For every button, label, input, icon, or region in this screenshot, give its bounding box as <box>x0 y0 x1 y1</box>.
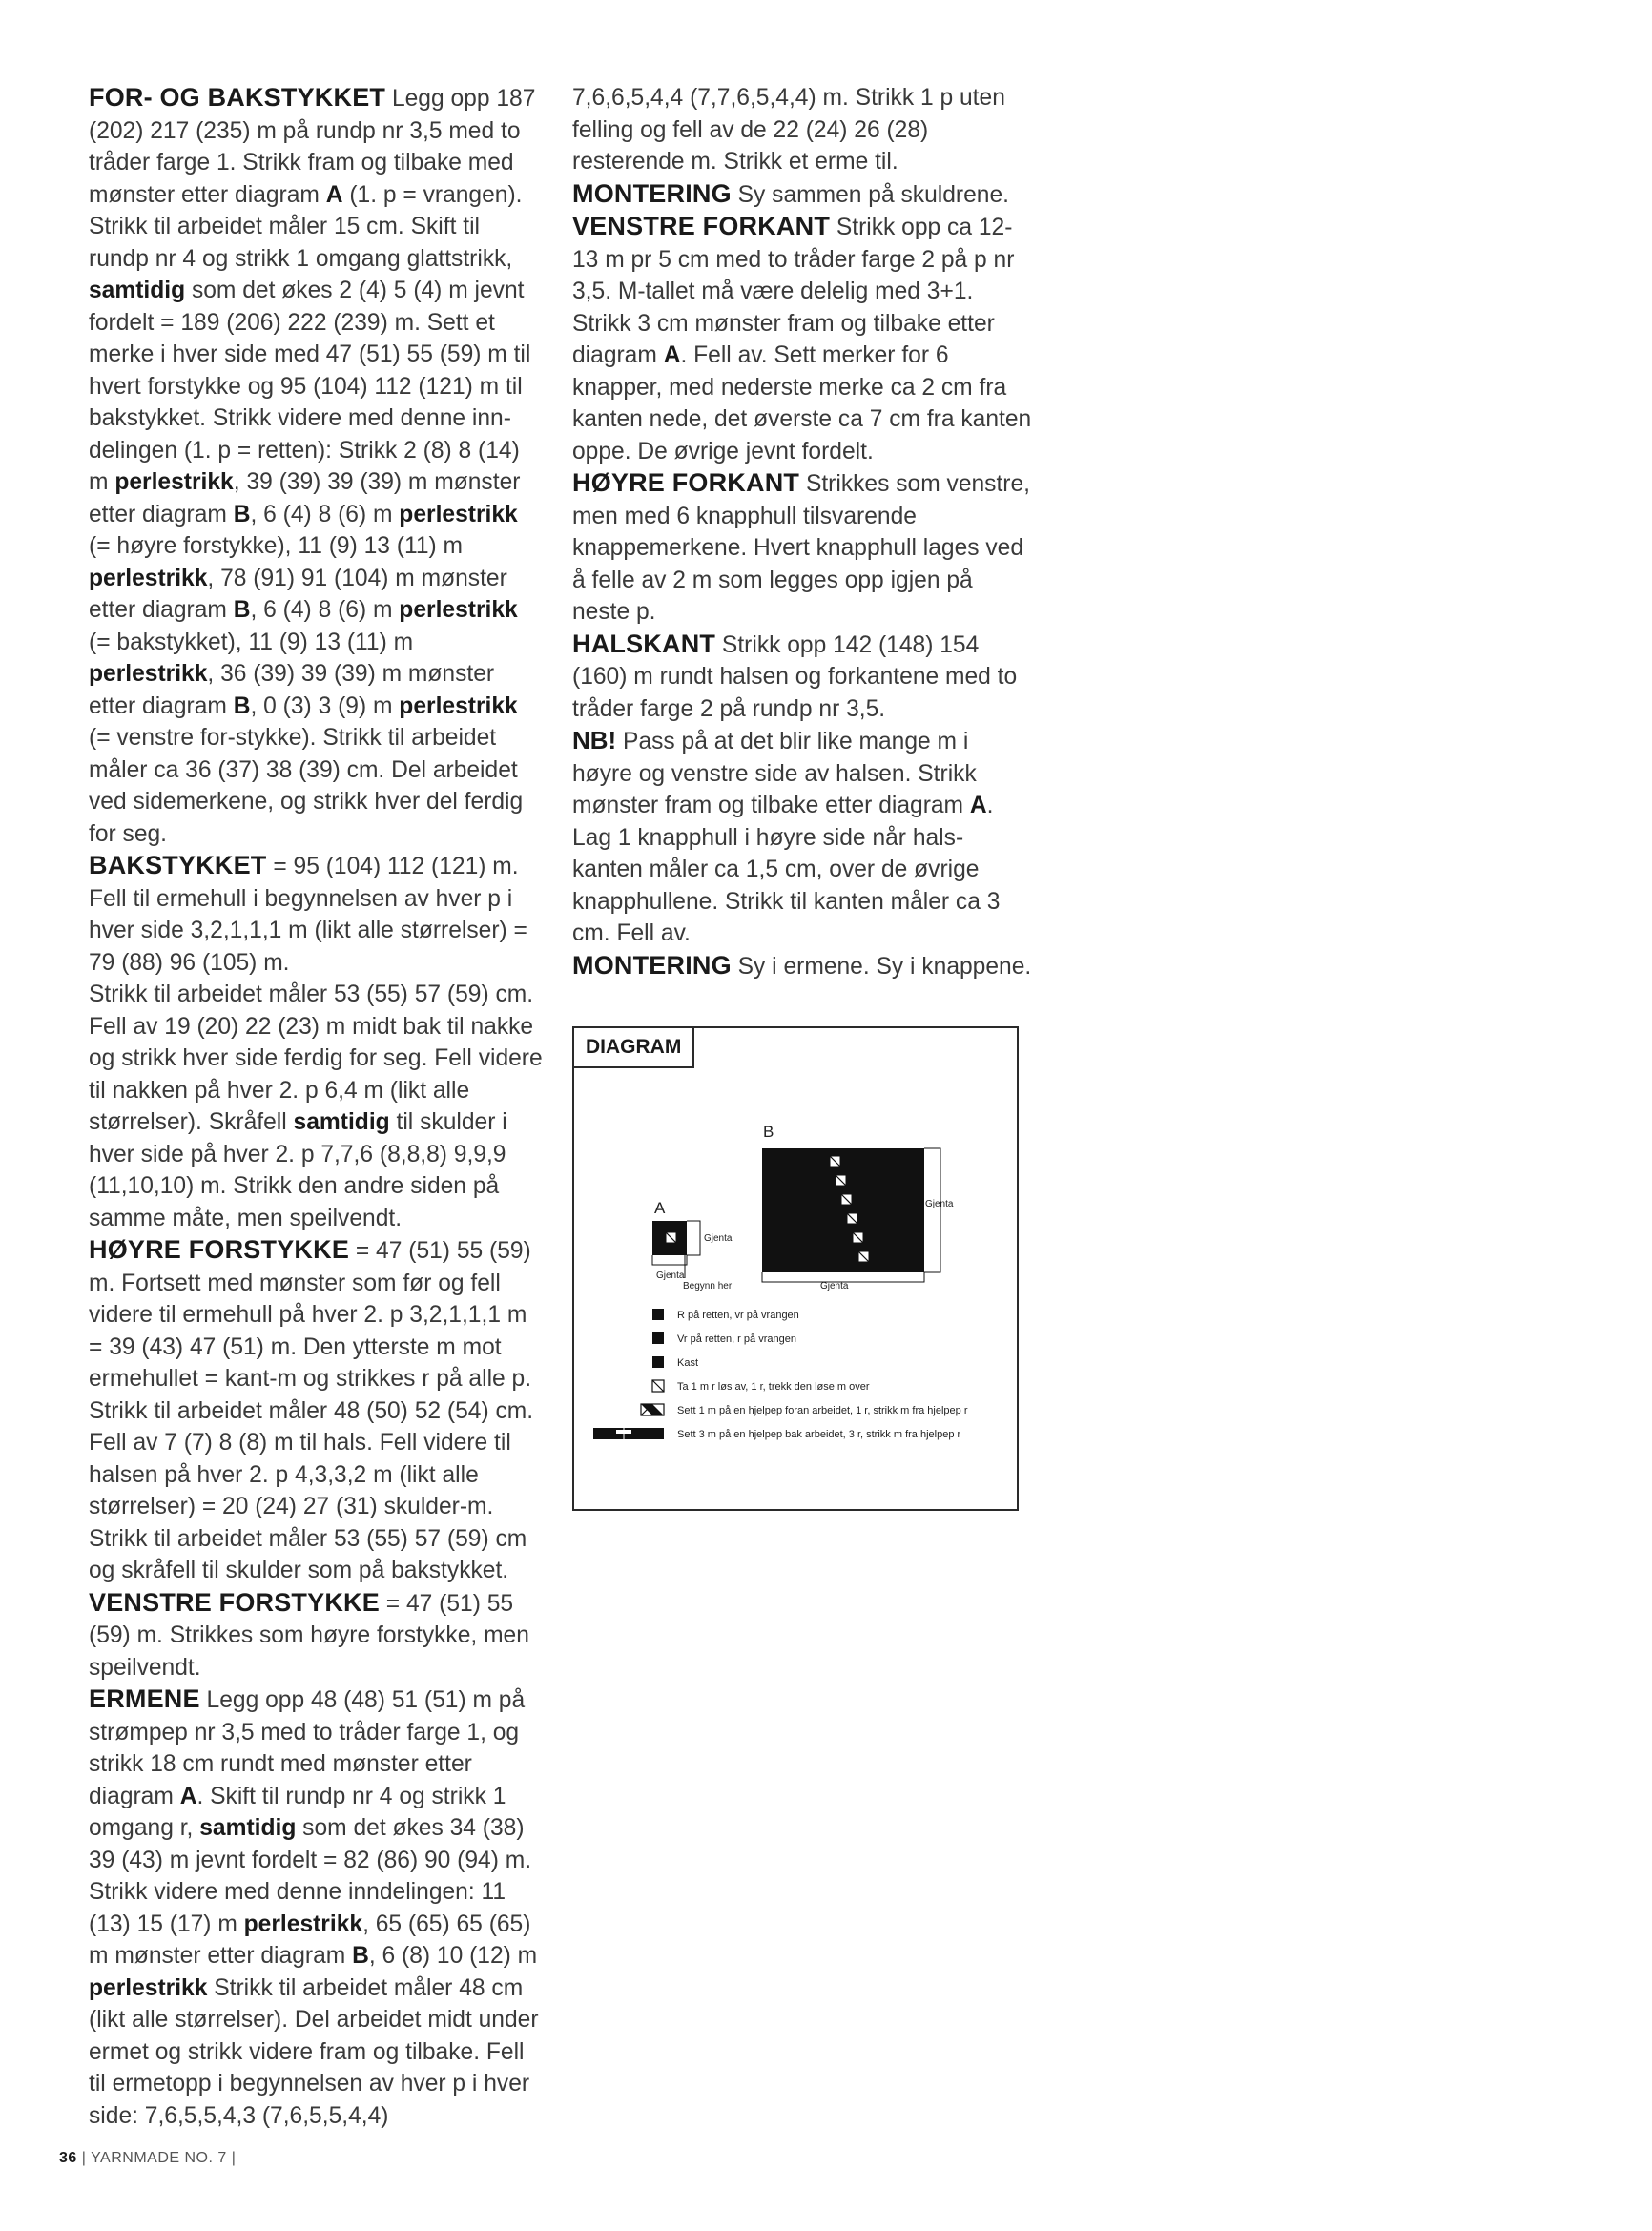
legend-item-text: Kast <box>677 1357 699 1369</box>
diagram-b-grid <box>762 1148 924 1272</box>
paragraph-nb: NB! Pass på at det blir like mange m i høyre og venstre side av halsen. Strikk mønster fram og tilbake etter diagram A. Lag 1 knapphull i høyre side når hals-kanten måler ca 1,5 cm, over de øvrige knapphullene. Strikk til kanten måler ca 3 cm. Fell av. <box>572 726 1001 946</box>
diagram-b-repeat-side <box>924 1148 940 1272</box>
diagram-b-label: B <box>763 1123 774 1141</box>
diagram-a-gjenta-bottom: Gjenta <box>656 1270 685 1281</box>
section-venstre-forstykke: VENSTRE FORSTYKKE = 47 (51) 55 (59) m. Strikkes som høyre forstykke, men speilvendt. <box>89 1587 529 1681</box>
section-montering-2: MONTERING Sy i ermene. Sy i knappene. <box>572 950 1032 980</box>
section-hoyre-forstykke: HØYRE FORSTYKKE = 47 (51) 55 (59) m. Fortsett med mønster som før og fell videre til ermehull på hver 2. p 3,2,1,1,1 m = 39 (43) 47 (51) m. Den ytterste m mot ermehullet = kant-m og strikkes r på alle p. Strikk til arbeidet måler 48 (50) 52 (54) cm. Fell av 7 (7) 8 (8) m til hals. Fell videre til halsen på hver 2. p 4,3,3,2 m (likt alle størrelser) = 20 (24) 27 (31) skulder-m. Strikk til arbeidet måler 53 (55) 57 (59) cm og skråfell til skulder som på bakstykket. <box>89 1235 534 1583</box>
slash-square-icon <box>652 1380 664 1392</box>
right-column <box>572 82 1032 982</box>
diagram-title: DIAGRAM <box>574 1028 694 1068</box>
diagram-legend <box>593 1309 968 1440</box>
section-montering-1: MONTERING Sy sammen på skuldrene. <box>572 178 1009 208</box>
section-hoyre-forkant: HØYRE FORKANT Strikkes som venstre, men med 6 knapphull tilsvarende knappemerkene. Hvert knapphull lages ved å felle av 2 m som legges opp igjen på neste p. <box>572 468 1031 625</box>
legend-item-text: Vr på retten, r på vrangen <box>677 1333 796 1345</box>
heading: VENSTRE FORKANT <box>572 212 831 240</box>
page-footer: 36 | YARNMADE NO. 7 | <box>59 2150 237 2166</box>
solid-square-icon <box>652 1332 664 1344</box>
left-column <box>89 82 545 2132</box>
heading: HØYRE FORSTYKKE <box>89 1235 350 1264</box>
diagram-a-gjenta-side: Gjenta <box>704 1233 733 1244</box>
section-bakstykket: BAKSTYKKET = 95 (104) 112 (121) m. Fell til ermehull i begynnelsen av hver p i hver side 3,2,1,1,1 m (likt alle størrelser) = 79 (88) 96 (105) m. <box>89 851 527 976</box>
diagram-a-label: A <box>654 1199 666 1217</box>
section-halskant: HALSKANT Strikk opp 142 (148) 154 (160) m rundt halsen og forkantene med to tråder farge 2 på rundp nr 3,5. <box>572 629 1018 722</box>
diagram-box <box>572 1026 1019 1511</box>
heading: BAKSTYKKET <box>89 851 267 879</box>
cable-front-icon <box>641 1404 664 1415</box>
diagram-b-gjenta-bottom: Gjenta <box>820 1281 849 1291</box>
diagram-a-repeat-side <box>687 1221 700 1255</box>
heading: ERMENE <box>89 1684 200 1713</box>
section-ermene: ERMENE Legg opp 48 (48) 51 (51) m på strømpep nr 3,5 med to tråder farge 1, og strikk 18 cm rundt med mønster etter diagram A. Skift til rundp nr 4 og strikk 1 omgang r, samtidig som det økes 34 (38) 39 (43) m jevnt fordelt = 82 (86) 90 (94) m. Strikk videre med denne inndelingen: 11 (13) 15 (17) m perlestrikk, 65 (65) 65 (65) m mønster etter diagram B, 6 (8) 10 (12) m perlestrikk Strikk til arbeidet måler 48 cm (likt alle størrelser). Del arbeidet midt under ermet og strikk videre fram og tilbake. Fell til ermetopp i begynnelsen av hver p i hver side: 7,6,5,5,4,3 (7,6,5,5,4,4) <box>89 1684 539 2129</box>
magazine-name: YARNMADE NO. 7 <box>91 2150 227 2166</box>
nb-label: NB! <box>572 726 617 754</box>
paragraph-bakstykket-cont: Strikk til arbeidet måler 53 (55) 57 (59) cm. Fell av 19 (20) 22 (23) m midt bak til nakke og strikk hver side ferdig for seg. Fell videre til nakken på hver 2. p 6,4 m (likt alle størrelser). Skråfell samtidig til skulder i hver side på hver 2. p 7,7,6 (8,8,8) 9,9,9 (11,10,10) m. Strikk den andre siden på samme måte, men speilvendt. <box>89 981 543 1231</box>
section-venstre-forkant: VENSTRE FORKANT Strikk opp ca 12-13 m pr 5 cm med to tråder farge 2 på p nr 3,5. M-tallet må være delelig med 3+1. Strikk 3 cm mønster fram og tilbake etter diagram A. Fell av. Sett merker for 6 knapper, med nederste merke ca 2 cm fra kanten nede, det øverste ca 7 cm fra kanten oppe. De øvrige jevnt fordelt. <box>572 212 1032 465</box>
heading: MONTERING <box>572 178 732 208</box>
legend-item-text: Sett 3 m på en hjelpep bak arbeidet, 3 r, strikk m fra hjelpep r <box>677 1429 961 1440</box>
cable-back-icon <box>593 1428 664 1439</box>
legend-item-text: R på retten, vr på vrangen <box>677 1310 799 1321</box>
paragraph-ermene-cont: 7,6,6,5,4,4 (7,7,6,5,4,4) m. Strikk 1 p uten felling og fell av de 22 (24) 26 (28) resterende m. Strikk et erme til. <box>572 85 1005 175</box>
legend-item-text: Ta 1 m r løs av, 1 r, trekk den løse m over <box>677 1381 870 1393</box>
page-number: 36 <box>59 2150 77 2166</box>
diagram-begynn-her: Begynn her <box>683 1281 733 1291</box>
heading: FOR- OG BAKSTYKKET <box>89 83 386 112</box>
diagram-b-gjenta-side: Gjenta <box>925 1199 954 1209</box>
solid-square-icon <box>652 1356 664 1368</box>
diagram-figure <box>574 1028 1017 1509</box>
diagram-a-repeat-bottom <box>652 1255 687 1265</box>
heading: HALSKANT <box>572 629 716 658</box>
solid-square-icon <box>652 1309 664 1320</box>
legend-item-text: Sett 1 m på en hjelpep foran arbeidet, 1 r, strikk m fra hjelpep r <box>677 1405 968 1416</box>
heading: MONTERING <box>572 950 732 980</box>
heading: VENSTRE FORSTYKKE <box>89 1587 380 1617</box>
heading: HØYRE FORKANT <box>572 468 800 497</box>
section-for-og-bakstykket: FOR- OG BAKSTYKKET Legg opp 187 (202) 217 (235) m på rundp nr 3,5 med to tråder farge 1. Strikk fram og tilbake med mønster etter diagram A (1. p = vrangen). Strikk til arbeidet måler 15 cm. Skift til rundp nr 4 og strikk 1 omgang glattstrikk, samtidig som det økes 2 (4) 5 (4) m jevnt fordelt = 189 (206) 222 (239) m. Sett et merke i hver side med 47 (51) 55 (59) m til hvert forstykke og 95 (104) 112 (121) m til bakstykket. Strikk videre med denne inn-delingen (1. p = retten): Strikk 2 (8) 8 (14) m perlestrikk, 39 (39) 39 (39) m mønster etter diagram B, 6 (4) 8 (6) m perlestrikk (= høyre forstykke), 11 (9) 13 (11) m perlestrikk, 78 (91) 91 (104) m mønster etter diagram B, 6 (4) 8 (6) m perlestrikk (= bakstykket), 11 (9) 13 (11) m perlestrikk, 36 (39) 39 (39) m mønster etter diagram B, 0 (3) 3 (9) m perlestrikk (= venstre for-stykke). Strikk til arbeidet måler ca 36 (37) 38 (39) cm. Del arbeidet ved sidemerkene, og strikk hver del ferdig for seg. <box>89 83 536 847</box>
